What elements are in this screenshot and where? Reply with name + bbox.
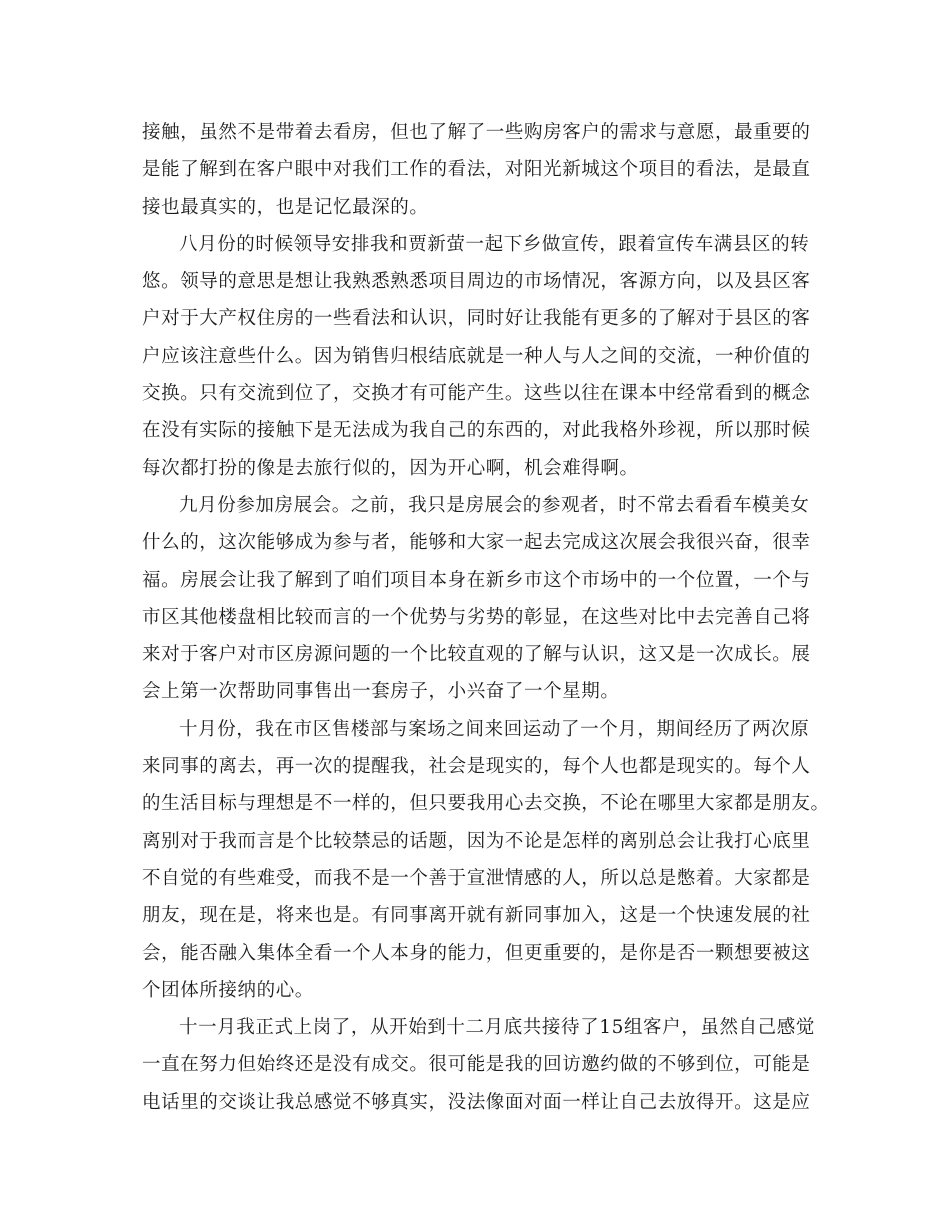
text-line: 户应该注意些什么。因为销售归根结底就是一种人与人之间的交流，一种价值的	[142, 345, 811, 367]
text-line: 会，能否融入集体全看一个人本身的能力，但更重要的，是你是否一颗想要被这	[142, 942, 811, 964]
text-line: 来同事的离去，再一次的提醒我，社会是现实的，每个人也都是现实的。每个人	[142, 756, 811, 778]
text-line: 悠。领导的意思是想让我熟悉熟悉项目周边的市场情况，客源方向，以及县区客	[142, 271, 811, 293]
document-body	[142, 114, 830, 1121]
text-line: 朋友，现在是，将来也是。有同事离开就有新同事加入，这是一个快速发展的社	[142, 905, 811, 927]
paragraph-4	[142, 711, 830, 1009]
paragraph-3	[142, 487, 811, 711]
text-line: 九月份参加房展会。之前，我只是房展会的参观者，时不常去看看车模美女	[179, 494, 810, 516]
text-line: 个团体所接纳的心。	[142, 979, 314, 1001]
text-line: 的生活目标与理想是不一样的，但只要我用心去交换，不论在哪里大家都是朋友。	[142, 793, 830, 815]
text-line: 福。房展会让我了解到了咱们项目本身在新乡市这个市场中的一个位置，一个与	[142, 569, 811, 591]
text-line: 来对于客户对市区房源问题的一个比较直观的了解与认识，这又是一次成长。展	[142, 644, 811, 666]
text-line: 八月份的时候领导安排我和贾新萤一起下乡做宣传，跟着宣传车满县区的转	[179, 233, 810, 255]
text-line: 交换。只有交流到位了，交换才有可能产生。这些以往在课本中经常看到的概念	[142, 383, 811, 405]
text-line: 接触，虽然不是带着去看房，但也了解了一些购房客户的需求与意愿，最重要的	[142, 122, 811, 143]
text-line: 电话里的交谈让我总感觉不够真实，没法像面对面一样让自己去放得开。这是应	[142, 1091, 811, 1113]
text-line: 是能了解到在客户眼中对我们工作的看法，对阳光新城这个项目的看法，是最直	[142, 159, 811, 181]
text-line: 十月份，我在市区售楼部与案场之间来回运动了一个月，期间经历了两次原	[179, 718, 810, 740]
paragraph-5	[142, 1009, 815, 1121]
text-line: 在没有实际的接触下是无法成为我自己的东西的，对此我格外珍视，所以那时候	[142, 420, 811, 442]
text-line: 什么的，这次能够成为参与者，能够和大家一起去完成这次展会我很兴奋，很幸	[142, 532, 811, 554]
text-line: 一直在努力但始终还是没有成交。很可能是我的回访邀约做的不够到位，可能是	[142, 1054, 811, 1076]
paragraph-1	[142, 114, 811, 226]
text-line: 十一月我正式上岗了，从开始到十二月底共接待了15组客户，虽然自己感觉	[179, 1017, 815, 1039]
text-line: 每次都打扮的像是去旅行似的，因为开心啊，机会难得啊。	[142, 457, 639, 479]
text-line: 会上第一次帮助同事售出一套房子，小兴奋了一个星期。	[142, 681, 620, 703]
text-line: 市区其他楼盘相比较而言的一个优势与劣势的彰显，在这些对比中去完善自己将	[142, 606, 811, 628]
text-line: 接也最真实的，也是记忆最深的。	[142, 196, 429, 218]
text-line: 离别对于我而言是个比较禁忌的话题，因为不论是怎样的离别总会让我打心底里	[142, 830, 811, 852]
paragraph-2	[142, 226, 811, 487]
text-line: 户对于大产权住房的一些看法和认识，同时好让我能有更多的了解对于县区的客	[142, 308, 811, 330]
text-line: 不自觉的有些难受，而我不是一个善于宣泄情感的人，所以总是憋着。大家都是	[142, 867, 811, 889]
